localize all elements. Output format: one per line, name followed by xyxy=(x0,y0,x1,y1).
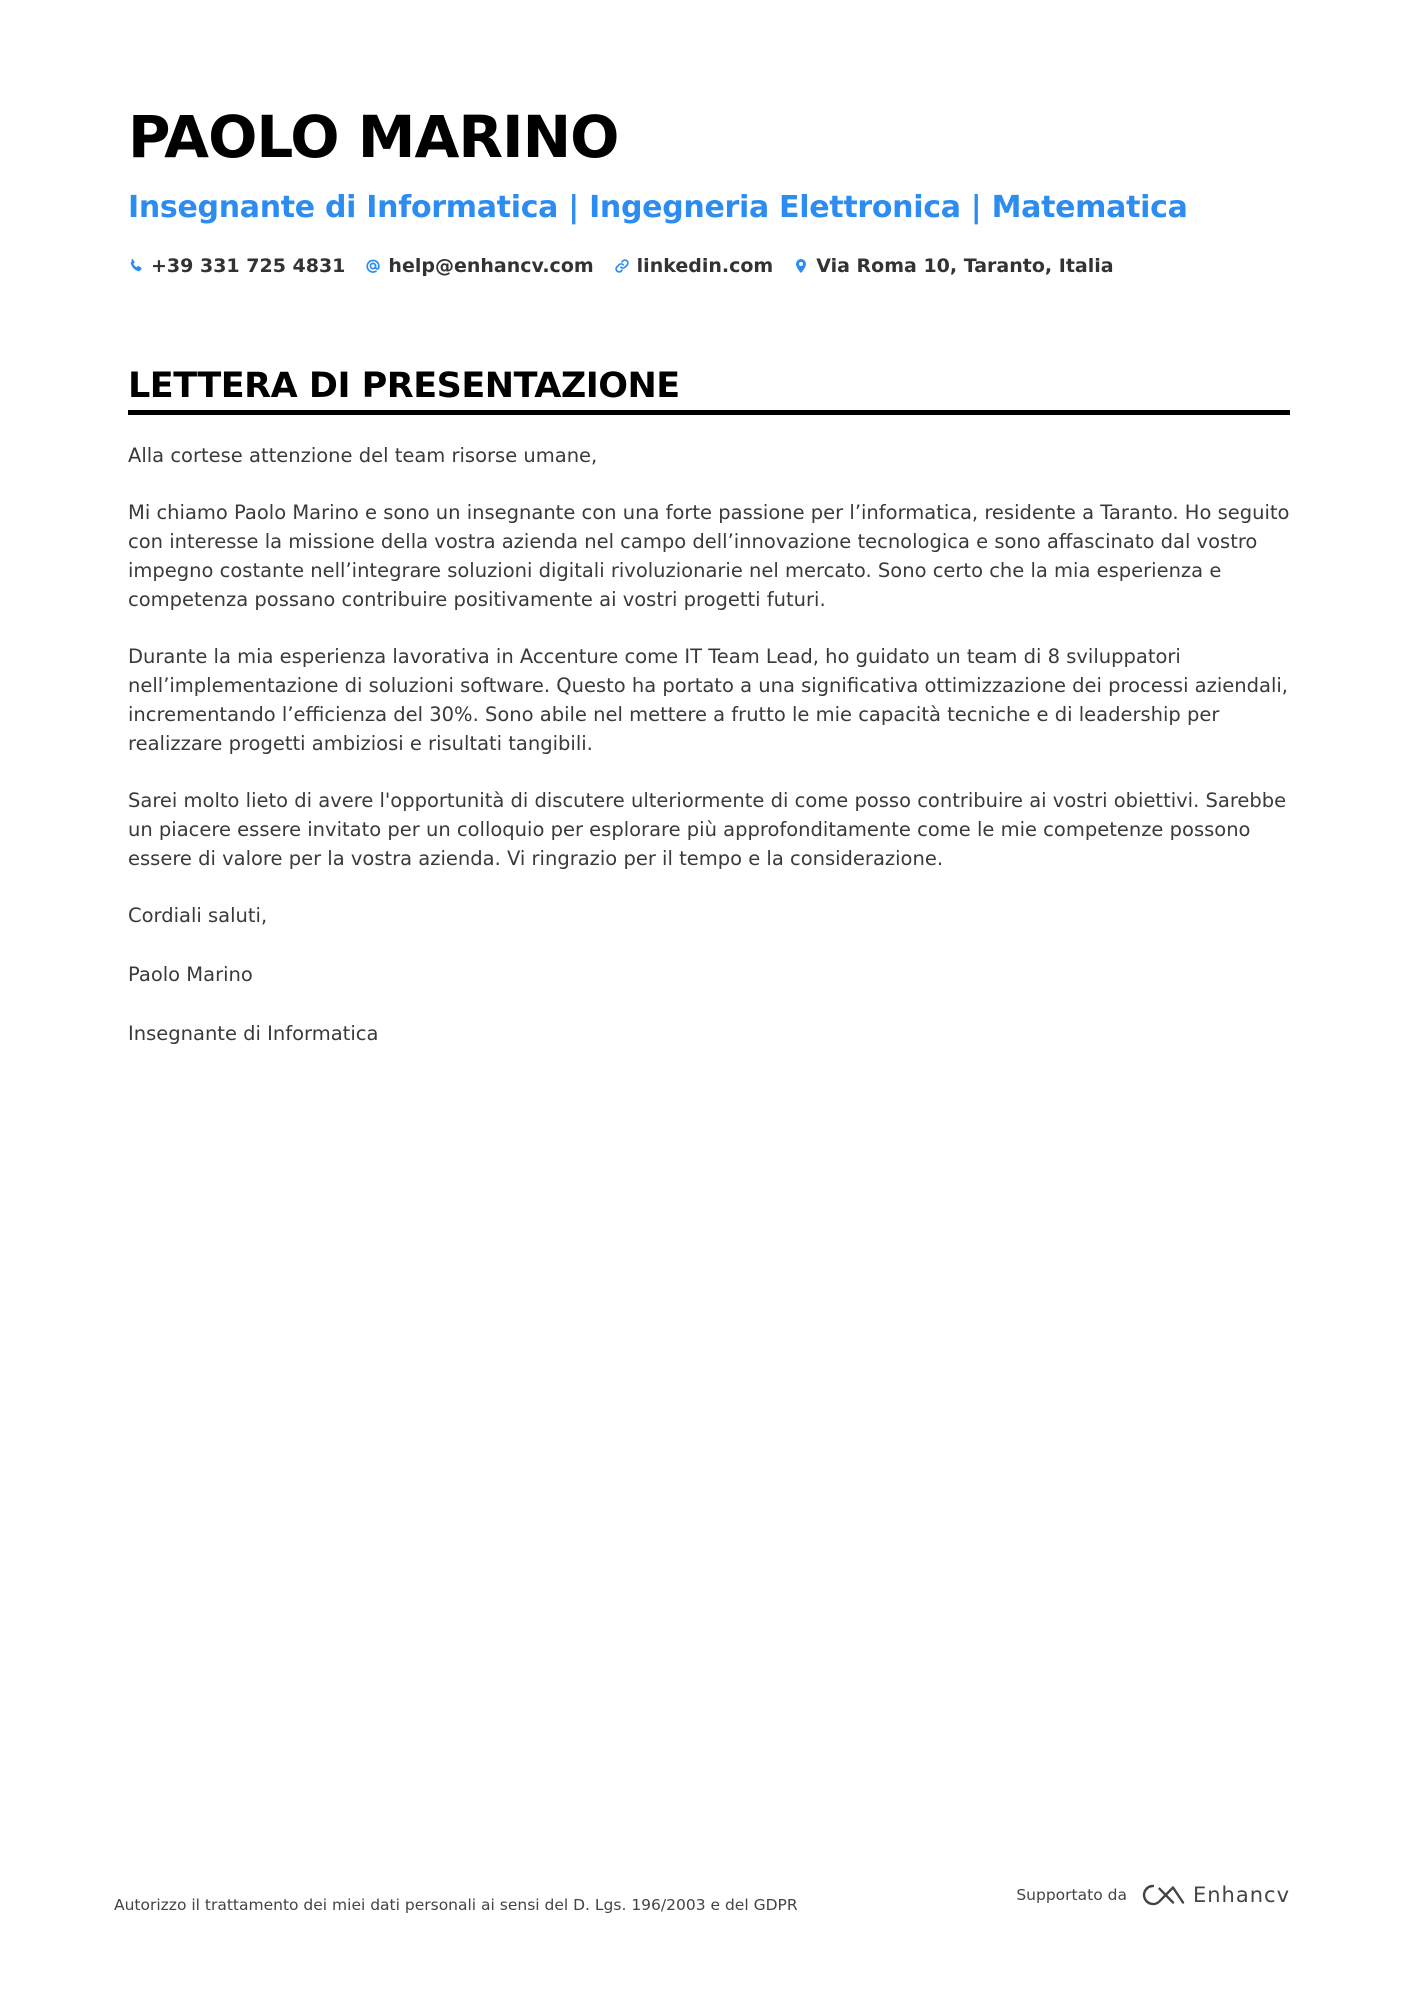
letter-paragraph: Mi chiamo Paolo Marino e sono un insegnante con una forte passione per l’informatica, residente a Taranto. Ho seguito con interesse la missione della vostra azienda nel campo dell’innovazione tecnologica e sono affascinato dal vostro impegno costante nell’integrare soluzioni digitali rivoluzionarie nel mercato. Sono certo che la mia esperienza e competenza possano contribuire positivamente ai vostri progetti futuri. xyxy=(128,501,1290,611)
at-icon xyxy=(365,258,381,274)
letter-body xyxy=(128,441,1290,1076)
letter-greeting: Alla cortese attenzione del team risorse umane, xyxy=(128,444,598,467)
signature-title: Insegnante di Informatica xyxy=(128,1022,379,1045)
letter-paragraph: Sarei molto lieto di avere l'opportunità di discutere ulteriormente di come posso contribuire ai vostri obiettivi. Sarebbe un piacere essere invitato per un colloquio per esplorare più approfonditamente come le mie competenze possono essere di valore per la vostra azienda. Vi ringrazio per il tempo e la considerazione. xyxy=(128,789,1287,870)
brand-name: Enhancv xyxy=(1192,1883,1290,1907)
letter-closing: Cordiali saluti, xyxy=(128,904,268,927)
contact-email-text: help@enhancv.com xyxy=(388,255,594,277)
contact-phone xyxy=(128,255,345,277)
phone-icon xyxy=(128,258,144,274)
candidate-headline: Insegnante di Informatica | Ingegneria Elettronica | Matematica xyxy=(128,190,1188,225)
brand-logo xyxy=(1139,1882,1290,1908)
contact-email[interactable] xyxy=(365,255,593,277)
signature-name: Paolo Marino xyxy=(128,963,253,986)
contact-linkedin[interactable] xyxy=(614,255,774,277)
privacy-notice: Autorizzo il trattamento dei miei dati personali ai sensi del D. Lgs. 196/2003 e del GDPR xyxy=(114,1896,798,1914)
letter-paragraph: Durante la mia esperienza lavorativa in Accenture come IT Team Lead, ho guidato un team di 8 sviluppatori nell’implementazione di soluzioni software. Questo ha portato a una significativa ottimizzazione dei processi aziendali, incrementando l’efficienza del 30%. Sono abile nel mettere a frutto le mie capacità tecniche e di leadership per realizzare progetti ambiziosi e risultati tangibili. xyxy=(128,645,1289,755)
enhancv-logo-icon xyxy=(1139,1882,1185,1908)
powered-by[interactable] xyxy=(1016,1882,1290,1908)
contact-bar xyxy=(128,255,1114,277)
contact-address xyxy=(793,255,1113,277)
contact-linkedin-text: linkedin.com xyxy=(636,255,774,277)
powered-by-label: Supportato da xyxy=(1016,1886,1127,1904)
location-pin-icon xyxy=(793,258,809,274)
section-title: LETTERA DI PRESENTAZIONE xyxy=(128,366,680,406)
contact-address-text: Via Roma 10, Taranto, Italia xyxy=(816,255,1114,277)
link-icon xyxy=(614,258,630,274)
section-divider xyxy=(128,410,1290,415)
contact-phone-text: +39 331 725 4831 xyxy=(151,255,346,277)
candidate-name: PAOLO MARINO xyxy=(128,103,619,171)
